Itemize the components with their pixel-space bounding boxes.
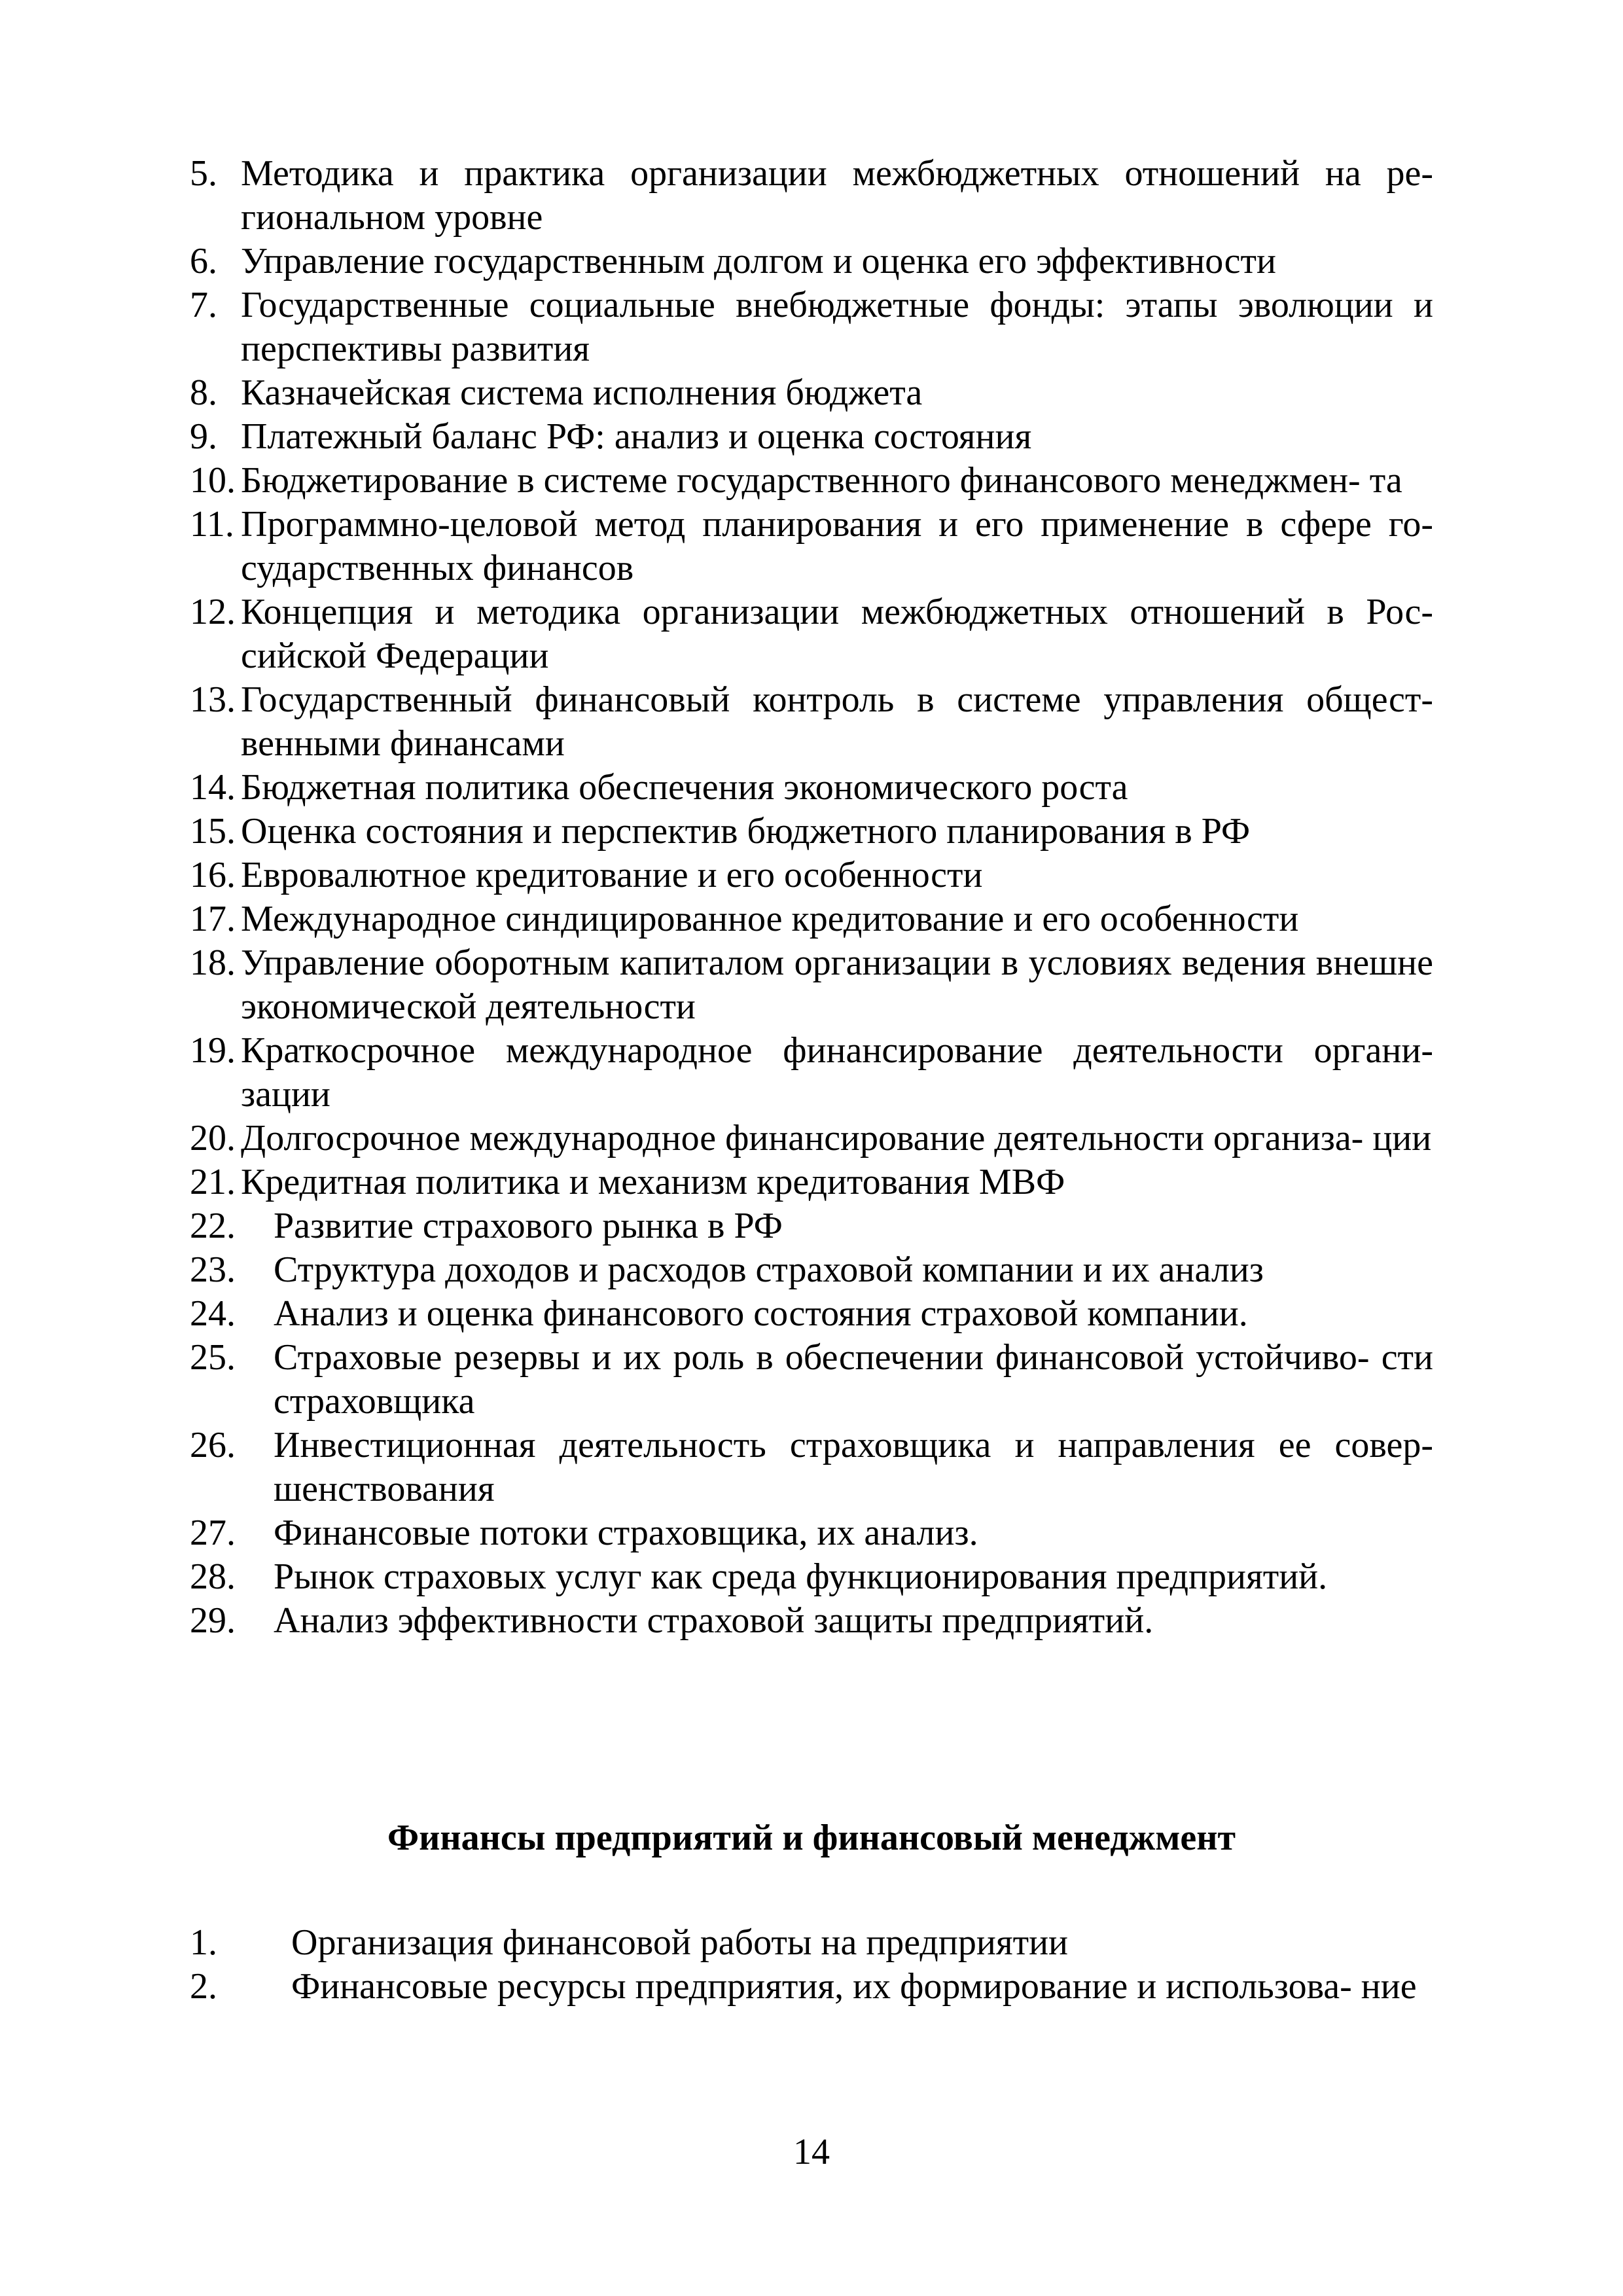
list-item	[190, 1292, 1433, 1336]
list-item	[190, 941, 1433, 1029]
list-item	[190, 1336, 1433, 1424]
item-text: Страховые резервы и их роль в обеспечении финансовой устойчиво- сти страховщика	[274, 1337, 1433, 1422]
list-item	[190, 371, 1433, 415]
list-item	[190, 152, 1433, 240]
item-text: Управление оборотным капиталом организации в условиях ведения внешне экономической деятельности	[241, 942, 1433, 1027]
list-item	[190, 1921, 1433, 1965]
section-topic-list	[190, 1921, 1433, 2009]
item-number: 20.	[190, 1118, 236, 1158]
item-text: Рынок страховых услуг как среда функционирования предприятий.	[274, 1556, 1328, 1597]
list-item	[190, 766, 1433, 810]
item-number: 2.	[190, 1966, 217, 2007]
item-number: 18.	[190, 942, 236, 983]
item-text: Казначейская система исполнения бюджета	[241, 372, 923, 413]
item-number: 14.	[190, 767, 236, 808]
item-number: 29.	[190, 1600, 236, 1641]
item-text: Организация финансовой работы на предприятии	[291, 1922, 1069, 1963]
item-text: Программно-целовой метод планирования и его применение в сфере го- сударственных финансов	[241, 504, 1433, 588]
list-item	[190, 1204, 1433, 1248]
item-text: Кредитная политика и механизм кредитования МВФ	[241, 1162, 1065, 1202]
item-number: 5.	[190, 153, 217, 194]
item-number: 24.	[190, 1293, 236, 1334]
item-number: 9.	[190, 416, 217, 457]
item-text: Анализ эффективности страховой защиты предприятий.	[274, 1600, 1154, 1641]
list-item	[190, 240, 1433, 283]
item-number: 10.	[190, 460, 236, 501]
list-item	[190, 283, 1433, 371]
item-text: Финансовые ресурсы предприятия, их формирование и использова- ние	[291, 1966, 1417, 2007]
item-number: 16.	[190, 855, 236, 895]
list-item	[190, 678, 1433, 766]
list-item	[190, 1599, 1433, 1643]
page-number: 14	[793, 2132, 830, 2172]
item-number: 28.	[190, 1556, 236, 1597]
item-number: 19.	[190, 1030, 236, 1071]
item-text: Оценка состояния и перспектив бюджетного планирования в РФ	[241, 811, 1251, 852]
item-text: Евровалютное кредитование и его особенности	[241, 855, 983, 895]
item-number: 17.	[190, 899, 236, 939]
item-text: Управление государственным долгом и оценка его эффективности	[241, 241, 1276, 281]
item-text: Краткосрочное международное финансирование деятельности органи- зации	[241, 1030, 1433, 1115]
item-number: 6.	[190, 241, 217, 281]
item-text: Концепция и методика организации межбюджетных отношений в Рос- сийской Федерации	[241, 592, 1433, 676]
item-text: Бюджетирование в системе государственного финансового менеджмен- та	[241, 460, 1402, 501]
item-text: Долгосрочное международное финансирование деятельности организа- ции	[241, 1118, 1432, 1158]
item-text: Развитие страхового рынка в РФ	[274, 1206, 783, 1246]
list-item	[190, 853, 1433, 897]
item-text: Анализ и оценка финансового состояния страховой компании.	[274, 1293, 1248, 1334]
list-item	[190, 1511, 1433, 1555]
item-text: Инвестиционная деятельность страховщика и направления ее совер- шенствования	[274, 1425, 1433, 1509]
item-text: Платежный баланс РФ: анализ и оценка состояния	[241, 416, 1032, 457]
item-text: Международное синдицированное кредитование и его особенности	[241, 899, 1299, 939]
item-number: 22.	[190, 1206, 236, 1246]
item-number: 25.	[190, 1337, 236, 1378]
item-text: Финансовые потоки страховщика, их анализ.	[274, 1513, 978, 1553]
section-heading: Финансы предприятий и финансовый менеджмент	[387, 1818, 1236, 1858]
item-text: Методика и практика организации межбюджетных отношений на ре- гиональном уровне	[241, 153, 1433, 238]
item-text: Государственный финансовый контроль в системе управления общест- венными финансами	[241, 679, 1433, 764]
list-item	[190, 1029, 1433, 1117]
item-number: 12.	[190, 592, 236, 632]
list-item	[190, 415, 1433, 459]
list-item	[190, 1160, 1433, 1204]
list-item	[190, 1117, 1433, 1160]
list-item	[190, 1555, 1433, 1599]
list-item	[190, 810, 1433, 853]
item-number: 21.	[190, 1162, 236, 1202]
list-item	[190, 1965, 1433, 2009]
item-number: 7.	[190, 285, 217, 325]
list-item	[190, 1248, 1433, 1292]
item-number: 11.	[190, 504, 234, 545]
item-number: 13.	[190, 679, 236, 720]
item-number: 26.	[190, 1425, 236, 1465]
item-text: Структура доходов и расходов страховой компании и их анализ	[274, 1249, 1264, 1290]
item-number: 15.	[190, 811, 236, 852]
item-number: 23.	[190, 1249, 236, 1290]
list-item	[190, 459, 1433, 503]
item-number: 8.	[190, 372, 217, 413]
list-item	[190, 590, 1433, 678]
list-item	[190, 897, 1433, 941]
topic-list	[190, 152, 1433, 1643]
item-number: 1.	[190, 1922, 217, 1963]
list-item	[190, 1424, 1433, 1511]
list-item	[190, 503, 1433, 590]
item-number: 27.	[190, 1513, 236, 1553]
item-text: Государственные социальные внебюджетные фонды: этапы эволюции и перспективы развития	[241, 285, 1433, 369]
item-text: Бюджетная политика обеспечения экономического роста	[241, 767, 1128, 808]
